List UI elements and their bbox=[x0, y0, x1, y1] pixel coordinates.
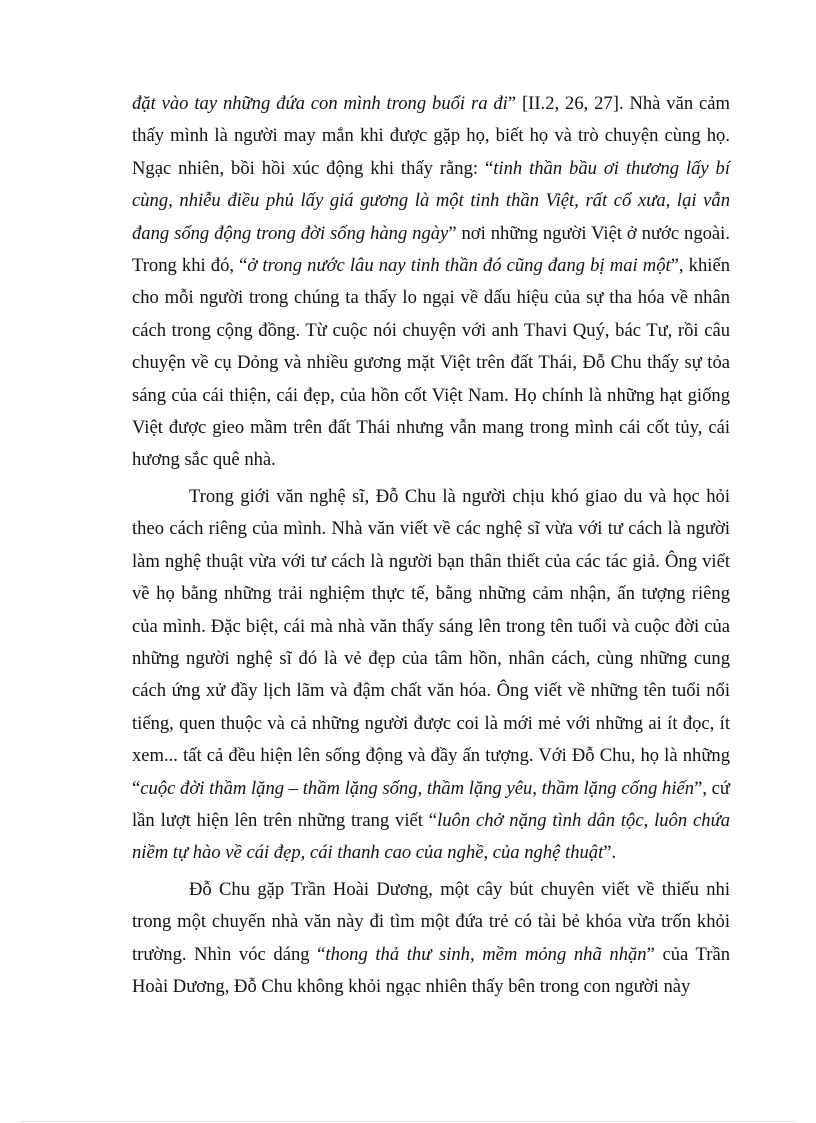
paragraph-text: ”. bbox=[603, 842, 617, 864]
paragraph bbox=[132, 481, 730, 870]
italic-quote-text: tinh thần bầu ơi thương lấy bí cùng, nhiễu điều phủ lấy giá gương là một tinh thần Việt, rất cổ xưa, lại vẫn đang sống động trong đời sống hàng ngày bbox=[132, 157, 730, 244]
italic-quote-text: ở trong nước lâu nay tinh thần đó cũng đang bị mai một bbox=[247, 255, 671, 277]
paragraph-text: ” nơi những người Việt ở nước ngoài. Trong khi đó, “ bbox=[132, 222, 730, 277]
italic-quote-text: đặt vào tay những đứa con mình trong buổi ra đi bbox=[132, 93, 508, 114]
paragraph-text: ”, khiến cho mỗi người trong chúng ta thấy lo ngại về dấu hiệu của sự tha hóa về nhân cách trong cộng đồng. Từ cuộc nói chuyện với anh Thavi Quý, bác Tư, rồi câu chuyện về cụ Dỏng và nhiều gương mặt Việt trên đất Thái, Đỗ Chu thấy sự tỏa sáng của cái thiện, cái đẹp, của hồn cốt Việt Nam. Họ chính là những hạt giống Việt được gieo mầm trên đất Thái nhưng vẫn mang trong mình cái cốt tủy, cái hương sắc quê nhà. bbox=[132, 255, 730, 471]
paragraph-text: Đỗ Chu gặp Trần Hoài Dương, một cây bút chuyên viết về thiếu nhi trong một chuyến nhà văn này đi tìm một đứa trẻ có tài bẻ khóa vừa trốn khỏi trường. Nhìn vóc dáng “ bbox=[132, 878, 730, 965]
page-bottom-divider bbox=[20, 1121, 796, 1122]
paragraph bbox=[132, 88, 730, 477]
paragraph bbox=[132, 874, 730, 1004]
paragraph-text: ” [II.2, 26, 27]. Nhà văn cảm thấy mình là người may mắn khi được gặp họ, biết họ và trò chuyện cùng họ. Ngạc nhiên, bồi hồi xúc động khi thấy rằng: “ bbox=[132, 93, 730, 179]
italic-quote-text: thong thả thư sinh, mềm mỏng nhã nhặn bbox=[325, 943, 647, 965]
italic-quote-text: cuộc đời thầm lặng – thầm lặng sống, thầm lặng yêu, thầm lặng cống hiến bbox=[140, 777, 695, 799]
body-text bbox=[132, 88, 730, 1003]
italic-quote-text: luôn chở nặng tình dân tộc, luôn chứa niềm tự hào về cái đẹp, cái thanh cao của nghề, của nghệ thuật bbox=[132, 809, 731, 864]
paragraph-text: ” của Trần Hoài Dương, Đỗ Chu không khỏi ngạc nhiên thấy bên trong con người này bbox=[132, 943, 730, 997]
paragraph-text: ”, cứ lần lượt hiện lên trên những trang viết “ bbox=[132, 777, 731, 831]
paragraph-text: Trong giới văn nghệ sĩ, Đỗ Chu là người chịu khó giao du và học hỏi theo cách riêng của mình. Nhà văn viết về các nghệ sĩ vừa với tư cách là người làm nghệ thuật vừa với tư cách là người bạn thân thiết của các tác giả. Ông viết về họ bằng những trải nghiệm thực tế, bằng những cảm nhận, ấn tượng riêng của mình. Đặc biệt, cái mà nhà văn thấy sáng lên trong tên tuổi và cuộc đời của những người nghệ sĩ đó là vẻ đẹp của tâm hồn, nhân cách, cùng những cung cách ứng xử đầy lịch lãm và đậm chất văn hóa. Ông viết về những tên tuổi nổi tiếng, quen thuộc và cả những người được coi là mới mẻ với những ai ít đọc, ít xem... tất cả đều hiện lên sống động và đầy ấn tượng. Với Đỗ Chu, họ là những “ bbox=[132, 485, 730, 799]
